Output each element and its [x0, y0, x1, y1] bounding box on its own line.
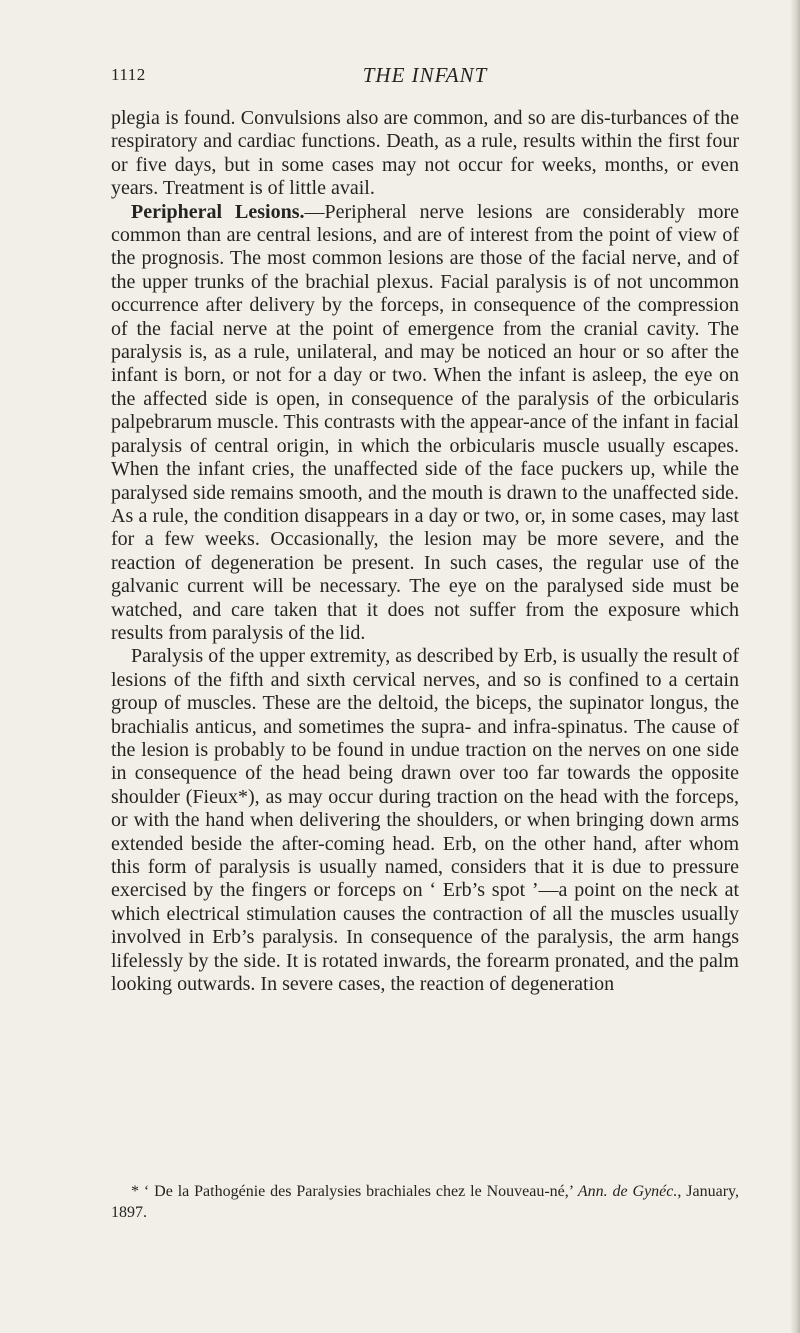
body-text	[111, 107, 739, 996]
footnote-journal: Ann. de Gynéc.	[577, 1183, 678, 1200]
footnote	[111, 1181, 739, 1223]
footnote-date: , January, 1897.	[111, 1183, 739, 1221]
page-number: 1112	[111, 65, 146, 84]
running-head	[111, 63, 739, 87]
paragraph-erb-paralysis: Paralysis of the upper extremity, as described by Erb, is usually the result of lesions of the fifth and sixth cervical nerves, and so is confined to a certain group of muscles. These are the deltoid, the biceps, the supinator longus, the brachialis anticus, and sometimes the supra- and infra-spinatus. The cause of the lesion is probably to be found in undue traction on the nerves on one side in consequence of the head being drawn over too far towards the opposite shoulder (Fieux*), as may occur during traction on the head with the forceps, or with the hand when delivering the shoulders, or when bringing down arms extended beside the after-coming head. Erb, on the other hand, after whom this form of paralysis is usually named, considers that it is due to pressure exercised by the fingers or forceps on ‘ Erb’s spot ’—a point on the neck at which electrical stimulation causes the contraction of all the muscles usually involved in Erb’s paralysis. In consequence of the paralysis, the arm hangs lifelessly by the side. It is rotated inwards, the forearm pronated, and the palm looking outwards. In severe cases, the reaction of degeneration	[111, 645, 739, 996]
footnote-marker: *	[131, 1183, 144, 1200]
section-heading-peripheral-lesions: Peripheral Lesions.	[131, 200, 305, 223]
paragraph-text: —Peripheral nerve lesions are considerably more common than are central lesions, and are of interest from the point of view of the prognosis. The most common lesions are those of the facial nerve, and of the upper trunks of the brachial plexus. Facial paralysis is of not uncommon occurrence after delivery by the forceps, in consequence of the compression of the facial nerve at the point of emergence from the cranial cavity. The paralysis is, as a rule, unilateral, and may be noticed an hour or so after the infant is born, or not for a day or two. When the infant is asleep, the eye on the affected side is open, in consequence of the paralysis of the orbicularis palpebrarum muscle. This contrasts with the appear-ance of the infant in facial paralysis of central origin, in which the orbicularis muscle usually escapes. When the infant cries, the unaffected side of the face puckers up, while the paralysed side remains smooth, and the mouth is drawn to the unaffected side. As a rule, the condition disappears in a day or two, or, in some cases, may last for a few weeks. Occasionally, the lesion may be more severe, and the reaction of degeneration be present. In such cases, the regular use of the galvanic current will be necessary. The eye on the paralysed side must be watched, and care taken that it does not suffer from the exposure which results from paralysis of the lid.	[111, 200, 739, 644]
footnote-paragraph	[111, 1181, 739, 1223]
paragraph-continued: plegia is found. Convulsions also are common, and so are dis-turbances of the respiratory and cardiac functions. Death, as a rule, results within the first four or five days, but in some cases may not occur for weeks, months, or even years. Treatment is of little avail.	[111, 107, 739, 200]
page-edge-shadow	[790, 0, 800, 1333]
paragraph-peripheral-lesions	[111, 201, 739, 646]
running-title: THE INFANT	[362, 63, 488, 87]
footnote-title: ‘ De la Pathogénie des Paralysies brachiales chez le Nouveau-né,’	[143, 1183, 578, 1200]
